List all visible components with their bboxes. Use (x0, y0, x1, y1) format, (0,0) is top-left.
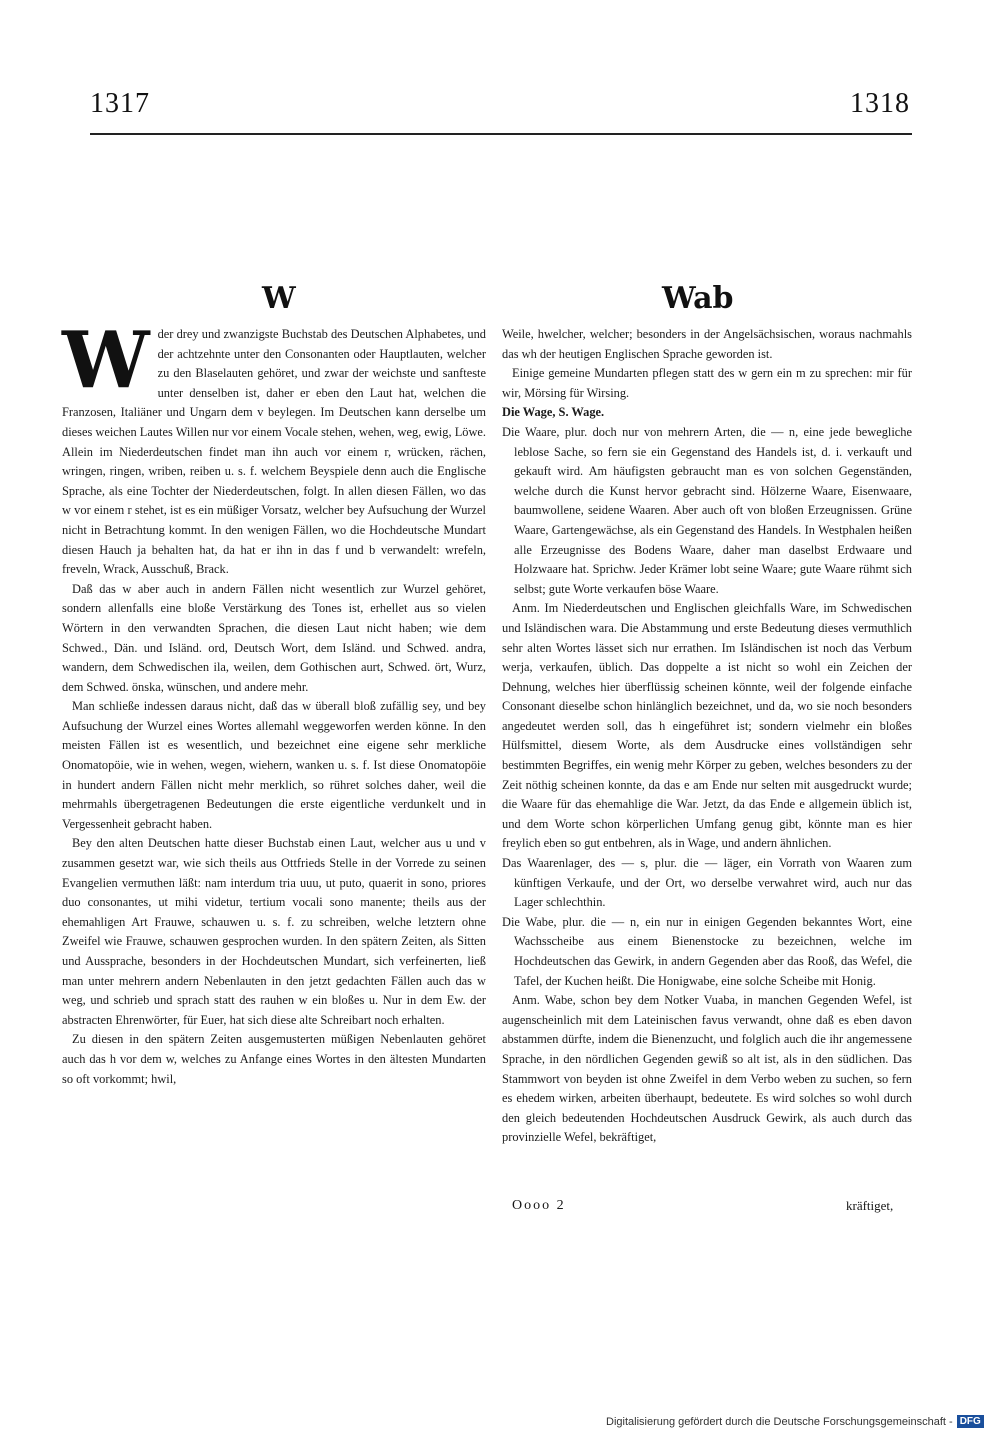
header-rule (90, 133, 912, 135)
text-column-right (502, 325, 912, 1148)
paragraph: Zu diesen in den spätern Zeiten ausgemusterten müßigen Nebenlauten gehöret auch das h vor dem w, welches zu Anfange eines Wortes in den ältesten Mundarten so oft vorkommt; hwil, (62, 1032, 486, 1086)
page-number-right: 1318 (850, 88, 910, 119)
page-number-left: 1317 (90, 88, 150, 119)
column-heading-right: Wab (662, 281, 734, 316)
paragraph: Daß das w aber auch in andern Fällen nicht wesentlich zur Wurzel gehöret, sondern allenfalls eine bloße Verstärkung des Tones ist, erhellet aus so vielen Wörtern in den verwandten Sprachen, die diesen Laut nicht haben; wie dem Schwed., Dän. und Isländ. ord, Deutsch Wort, dem Isländ. und Schwed. andra, wandern, dem Schwedischen ila, weilen, dem Gothischen aurt, Schwed. ört, Wurz, dem Schwed. önska, wünschen, und andere mehr. (62, 581, 486, 694)
credit-text: Digitalisierung gefördert durch die Deutsche Forschungsgemeinschaft - (606, 1415, 953, 1428)
paragraph: Bey den alten Deutschen hatte dieser Buchstab einen Laut, welcher aus u und v zusammen gesetzt war, wie sich theils aus Ottfrieds Stelle in der Vorrede zu seinen Evangelien vermuthen läßt: nam interdum tria uuu, ut puto, quaerit in sono, priores duo consonantes, ut mihi videtur, tertium vocali sono manente; theils aus der ehemahligen Art Frauwe, schauwen u. s. f. zu schreiben, welche letztern ohne Zweifel wie Frauwe, schauwen gesprochen wurden. In den spätern Zeiten, als Sitten und Aussprache, besonders in der Hochdeutschen Mundart, sich verfeinerten, ließ man unter mehrern andern Nebenlauten in den jetzt gedachten Fällen auch das w weg, und schrieb und sprach statt des rauhen w ein bloßes u. Nur in dem Ew. der abstracten Ehrenwörter, für Euer, hat sich diese alte Schreibart noch erhalten. (62, 836, 486, 1027)
paragraph: Weile, hwelcher, welcher; besonders in der Angelsächsischen, woraus nachmahls das wh der heutigen Englischen Sprache geworden ist. (502, 327, 912, 361)
dictionary-entry: Das Waarenlager, des — s, plur. die — läger, ein Vorrath von Waaren zum künftigen Verkaufe, und der Ort, wo derselbe verwahret wird, auch nur das Lager schlechthin. (502, 856, 912, 910)
column-heading-left: W (262, 281, 296, 316)
paragraph: Man schließe indessen daraus nicht, daß das w überall bloß zufällig sey, und bey Aufsuchung der Wurzel eines Wortes allemahl weggeworfen werden könne. In den meisten Fällen ist es wesentlich, und bezeichnet eine eigene sehr merkliche Onomatopöie, wie in wehen, wegen, wiehern, wanken u. s. f. Ist diese Onomatopöie in hundert andern Fällen nicht mehr merklich, so rühret solches daher, weil die mehrmahls übergetragenen Bedeutungen die erste eigentliche verdunkelt und in Vergessenheit gebracht haben. (62, 699, 486, 831)
paragraph (62, 315, 486, 580)
paragraph: Einige gemeine Mundarten pflegen statt des w gern ein m zu sprechen: mir für wir, Mörsing für Wirsing. (502, 366, 912, 400)
paragraph: Anm. Wabe, schon bey dem Notker Vuaba, in manchen Gegenden Wefel, ist augenscheinlich mit dem Lateinischen favus verwandt, ohne daß es eben davon abstammen dürfte, indem die Bienenzucht, und folglich auch die ihr angemessene Sprache, in den nördlichen Gegenden gewiß so alt ist, als in den südlichen. Das Stammwort von beyden ist ohne Zweifel in dem Verbo weben zu suchen, so fern es ehedem wirken, arbeiten überhaupt, bedeutete. Es wird solches so wohl durch den gleich bedeutenden Hochdeutschen Ausdruck Gewirk, als auch durch das provinzielle Wefel, bekräftiget, (502, 993, 912, 1145)
signature-mark: Oooo 2 (512, 1198, 566, 1213)
dfg-logo-icon: DFG (957, 1415, 984, 1428)
dictionary-entry: Die Wage, S. Wage. (502, 405, 605, 420)
text-column-left (62, 315, 486, 1089)
paragraph-text: der drey und zwanzigste Buchstab des Deutschen Alphabetes, und der achtzehnte unter den Consonanten oder Hauptlauten, welcher zu den Blaselauten gehöret, und zwar der weichste und sanfteste unter denselben ist, daher er eben den Laut hat, welchen die Franzosen, Italiäner und Ungarn dem v beylegen. Im Deutschen kann derselbe um dieses weichen Lautes Willen nur vor einem Vocale stehen, wehen, weg, ewig, Löwe. Allein im Niederdeutschen findet man ihn auch vor einem r, wrücken, rächen, wringen, ringen, wriben, reiben u. s. f. welchem Beyspiele denn auch die Englische Sprache, als eine Tochter der Niederdeutschen, folgt. In allen diesen Fällen, wo das w vor einem r stehet, ist es ein müßiger Vorsatz, welcher bey Aufsuchung der Wurzel nicht in Betrachtung kommt. In den wenigen Fällen, wo die Hochdeutsche Mundart diesen Hauch ja behalten hat, da hat er ihn in das f und b verwandelt: wrefeln, freveln, Wrack, Ausschuß, Brack. (62, 327, 486, 577)
paragraph: Anm. Im Niederdeutschen und Englischen gleichfalls Ware, im Schwedischen und Isländischen wara. Die Abstammung und erste Bedeutung dieses vermuthlich sehr alten Wortes lässet sich nur errathen. Im Isländischen ist noch das Verbum werja, verkaufen, üblich. Das doppelte a ist nicht so wohl ein Zeichen der Dehnung, welches hier überflüssig scheinen könnte, weil der folgende einfache Consonant dieselbe schon hinlänglich bezeichnet, und da, wo sie noch besonders angedeutet werden soll, das h eingeführet ist; sondern vielmehr ein bloßes Hülfsmittel, diesem Worte, als dem Ausdrucke eines vollständigen sehr bestimmten Begriffes, ein wenig mehr Körper zu geben, welches besonders zu der Zeit nöthig scheinen konnte, da das e am Ende nur selten mit ausgedruckt wurde; die Waare für das ehemahlige die War. Jetzt, da das Ende e allgemein üblich ist, und dem Worte schon körperlichen Umfang genug gibt, könnte man es hier freylich eben so gut entbehren, als in Wage, und andern ähnlichen. (502, 601, 912, 851)
digitization-credit (606, 1414, 984, 1429)
dictionary-entry: Die Waare, plur. doch nur von mehrern Arten, die — n, eine jede bewegliche leblose Sache, so fern sie ein Gegenstand des Handels ist, d. i. verkauft und gekauft wird. Am häufigsten gebraucht man es von solchen Gegenständen, welche durch die Kunst hervor gebracht sind. Hölzerne Waare, Eisenwaare, baumwollene, seidene Waaren. Aber auch oft von bloßen Erzeugnissen. Grüne Waare, Gartengewächse, als ein Gegenstand des Handels. In Westphalen heißen alle Erzeugnisse des Bodens Waare, daher man daselbst Erdwaare und Holzwaare hat. Sprichw. Jeder Krämer lobt seine Waare; gute Waare rühmt sich selbst; gute Worte verkaufen böse Waare. (502, 424, 912, 596)
catchword: kräftiget, (846, 1198, 894, 1213)
dictionary-entry: Die Wabe, plur. die — n, ein nur in einigen Gegenden bekanntes Wort, eine Wachsscheibe aus einem Bienenstocke zu bezeichnen, welche im Hochdeutschen das Gewirk, in andern Gegenden aber das Rooß, das Wefel, die Tafel, der Kuchen heißt. Die Honigwabe, eine solche Scheibe mit Honig. (502, 914, 912, 988)
drop-cap: W (62, 315, 150, 406)
